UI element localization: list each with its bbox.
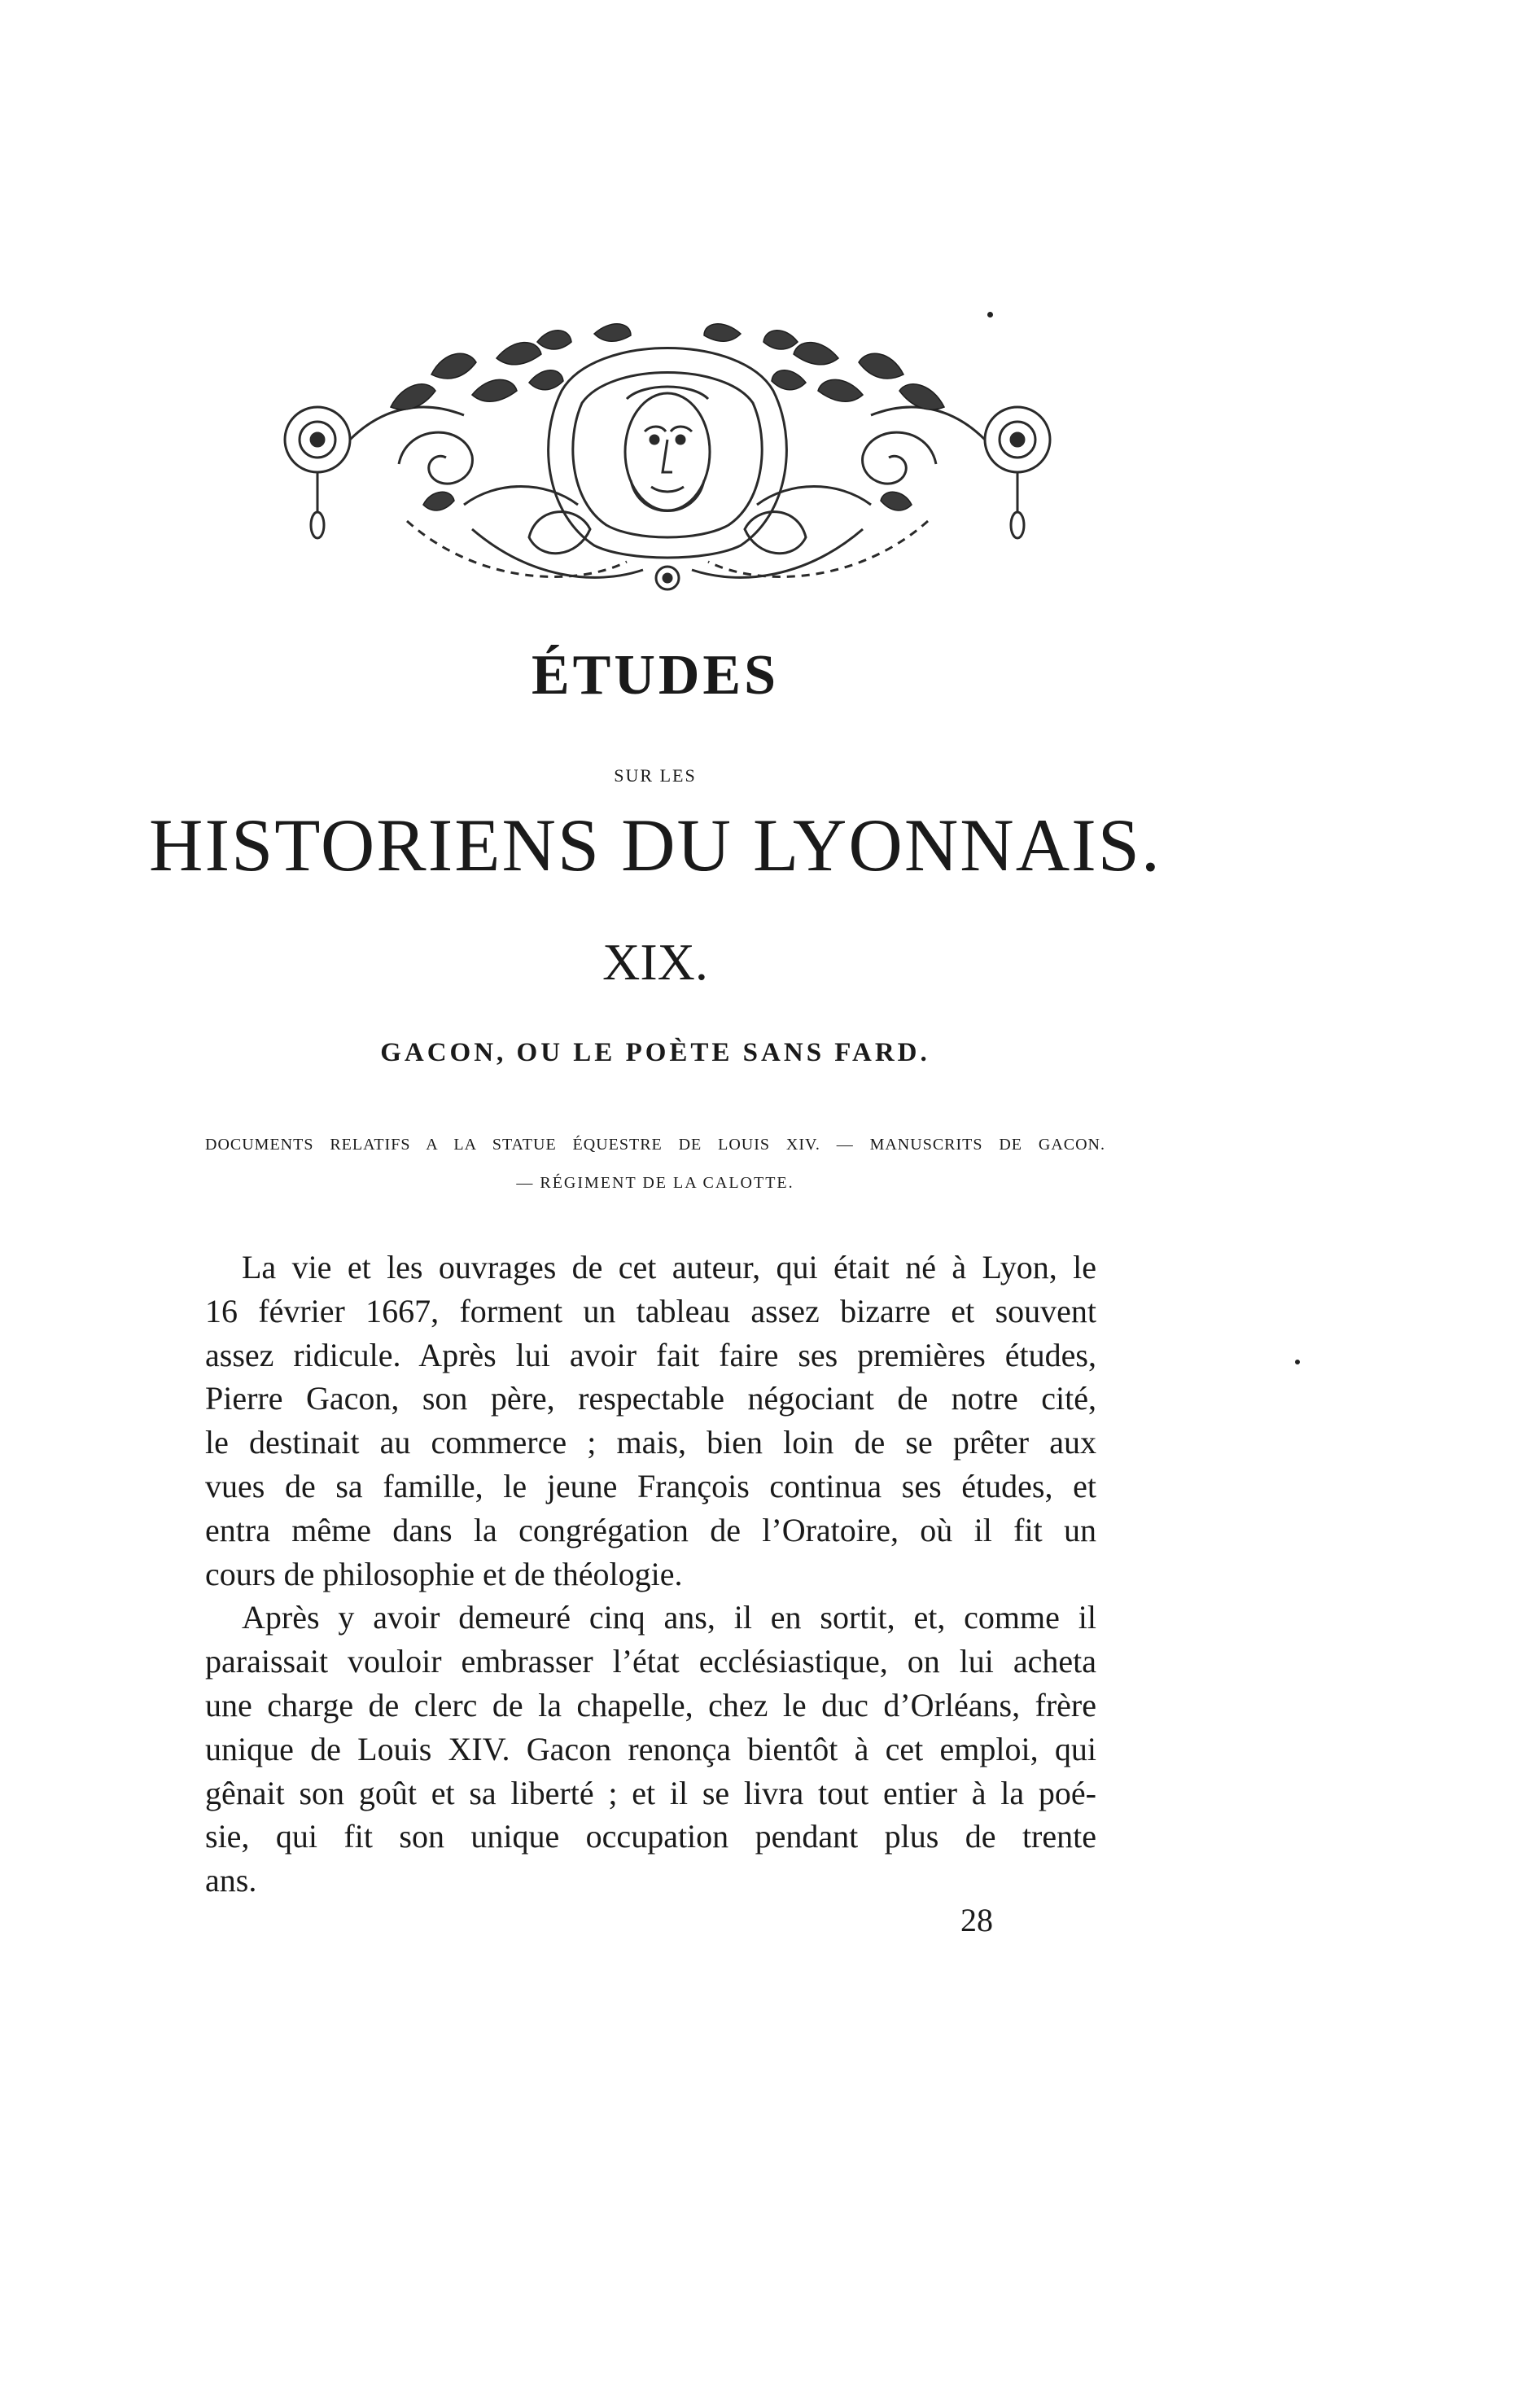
text-line: le destinait au commerce ; mais, bien loin de se prêter aux: [205, 1424, 1096, 1461]
text-line: sie, qui fit son unique occupation pendant plus de trente: [205, 1818, 1096, 1855]
text-line: entra même dans la congrégation de l’Oratoire, où il fit un: [205, 1511, 1096, 1548]
text-line: cours de philosophie et de théologie.: [205, 1555, 683, 1592]
chapter-summary-line: DOCUMENTS RELATIFS A LA STATUE ÉQUESTRE DE LOUIS XIV. — MANUSCRITS DE GACON.: [205, 1136, 1105, 1154]
text-line: ans.: [205, 1862, 257, 1899]
body-text: [205, 1246, 1096, 1903]
text-line: La vie et les ouvrages de cet auteur, qui était né à Lyon, le: [242, 1249, 1096, 1285]
text-line: vues de sa famille, le jeune François continua ses études, et: [205, 1467, 1096, 1504]
main-title: HISTORIENS DU LYONNAIS.: [149, 804, 1162, 887]
page-number: 28: [960, 1902, 993, 1938]
text-line: gênait son goût et sa liberté ; et il se livra tout entier à la poé-: [205, 1774, 1096, 1811]
chapter-title: GACON, OU LE POÈTE SANS FARD.: [380, 1038, 930, 1067]
heading-sur-les: SUR LES: [614, 765, 697, 786]
chapter-summary-line: — RÉGIMENT DE LA CALOTTE.: [516, 1174, 794, 1192]
text-line: paraissait vouloir embrasser l’état ecclésiastique, on lui acheta: [205, 1643, 1096, 1680]
ink-speck: [1295, 1360, 1300, 1364]
text-line: Après y avoir demeuré cinq ans, il en sortit, et, comme il: [242, 1599, 1096, 1636]
chapter-number: XIX.: [602, 933, 708, 991]
text-line: assez ridicule. Après lui avoir fait faire ses premières études,: [205, 1336, 1096, 1373]
ink-speck: [987, 312, 993, 318]
headpiece-ornament: [269, 318, 1066, 611]
headpiece-ornament-graphic: [269, 318, 1066, 611]
text-line: Pierre Gacon, son père, respectable négociant de notre cité,: [205, 1380, 1096, 1417]
text-line: 16 février 1667, forment un tableau assez bizarre et souvent: [205, 1292, 1096, 1329]
text-line: unique de Louis XIV. Gacon renonça bientôt à cet emploi, qui: [205, 1730, 1096, 1767]
text-line: une charge de clerc de la chapelle, chez le duc d’Orléans, frère: [205, 1686, 1096, 1723]
heading-etudes: ÉTUDES: [531, 644, 780, 707]
